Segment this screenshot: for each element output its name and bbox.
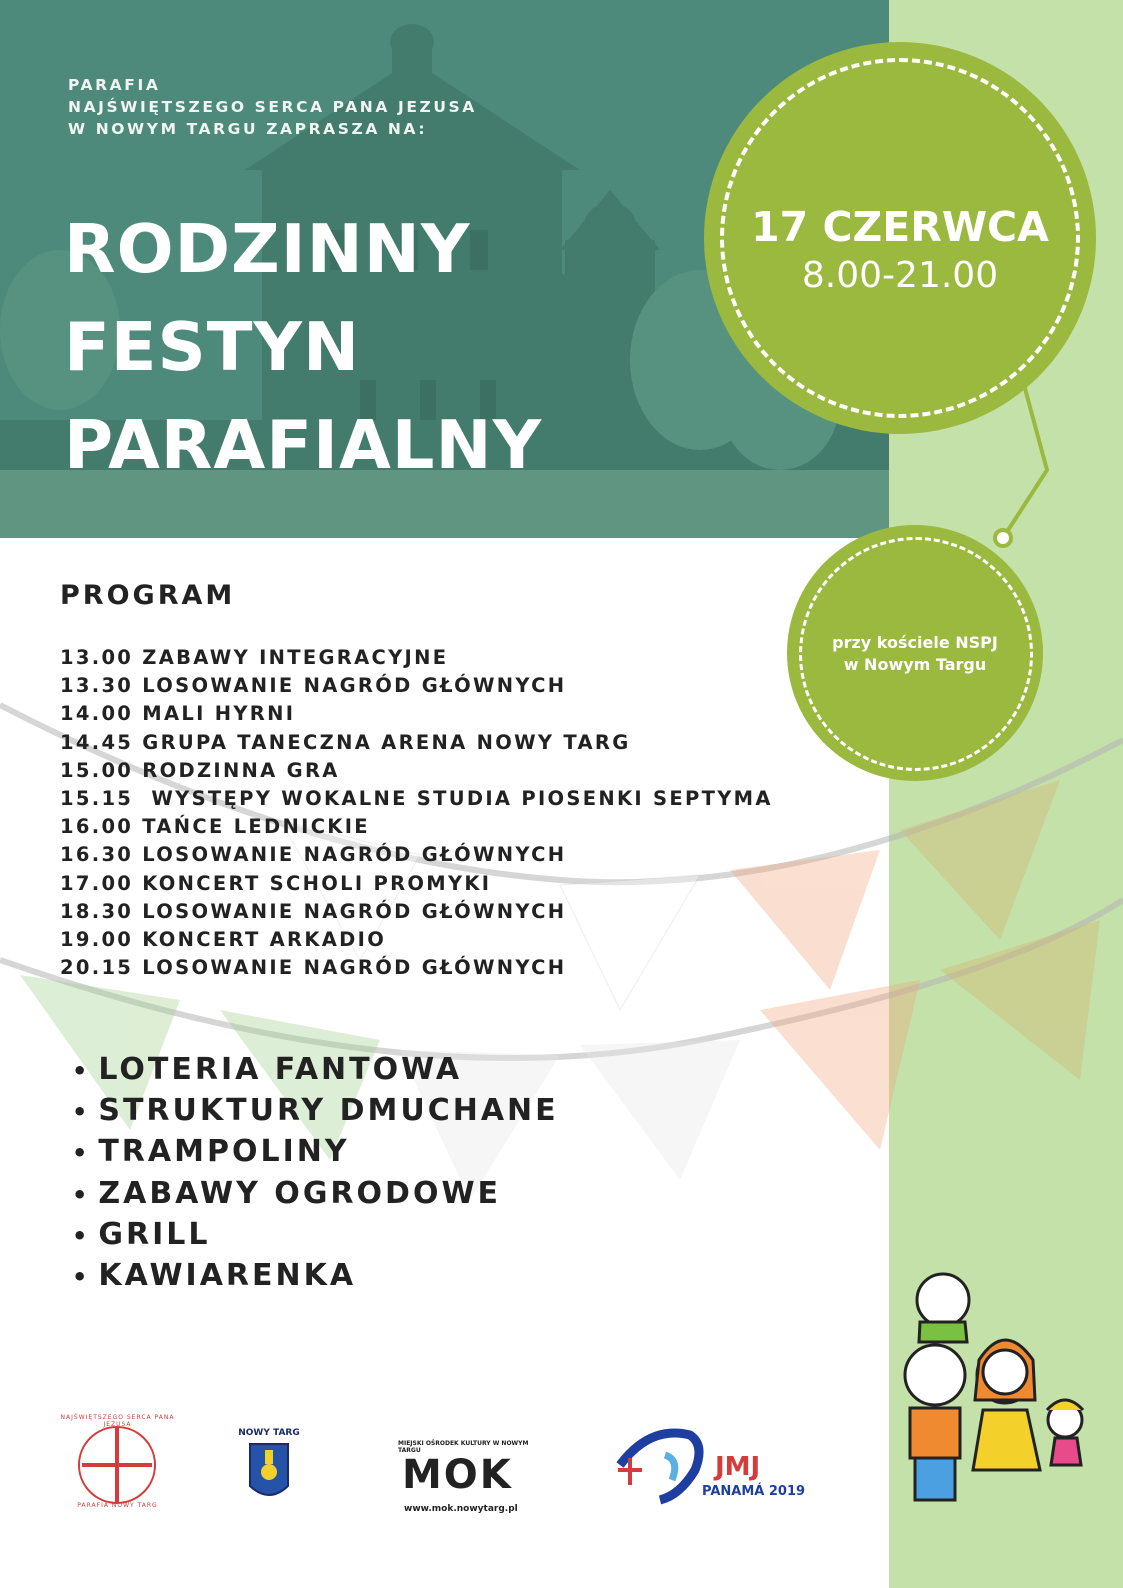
attraction-label: STRUKTURY DMUCHANE — [98, 1093, 559, 1129]
city-crest-icon — [248, 1442, 290, 1506]
attraction-label: TRAMPOLINY — [98, 1134, 350, 1170]
attraction-label: KAWIARENKA — [98, 1258, 357, 1294]
intro-line: PARAFIA — [68, 76, 161, 94]
attraction-item — [72, 1256, 559, 1297]
parish-logo-top-text: NAJŚWIĘTSZEGO SERCA PANA JEZUSA — [60, 1414, 175, 1428]
program-item: 13.30 LOSOWANIE NAGRÓD GŁÓWNYCH — [60, 674, 567, 698]
program-item: 15.00 RODZINNA GRA — [60, 758, 340, 782]
mok-logo-name: MOK — [402, 1452, 513, 1498]
program-item: 16.30 LOSOWANIE NAGRÓD GŁÓWNYCH — [60, 843, 567, 867]
event-location — [787, 632, 1043, 676]
attraction-label: ZABAWY OGRODOWE — [98, 1175, 502, 1211]
event-time: 8.00-21.00 — [801, 255, 999, 296]
attraction-label: GRILL — [98, 1216, 211, 1252]
program-item: 14.45 GRUPA TANECZNA ARENA NOWY TARG — [60, 730, 631, 754]
mok-logo-top-text: MIEJSKI OŚRODEK KULTURY W NOWYM TARGU — [398, 1440, 529, 1454]
family-illustration — [895, 1260, 1095, 1520]
intro-text — [68, 74, 477, 140]
event-date: 17 CZERWCA — [751, 203, 1049, 251]
program-item: 15.15 WYSTĘPY WOKALNE STUDIA PIOSENKI SEPTYMA — [60, 787, 773, 811]
parish-logo-bottom-text: PARAFIA NOWY TARG — [77, 1502, 158, 1509]
attraction-label: LOTERIA FANTOWA — [98, 1052, 463, 1087]
attraction-item — [72, 1050, 559, 1091]
program-list — [60, 644, 773, 982]
mok-logo-url: www.mok.nowytarg.pl — [404, 1504, 518, 1514]
program-item: 19.00 KONCERT ARKADIO — [60, 928, 387, 952]
attractions-list — [72, 1050, 559, 1297]
attraction-item — [72, 1215, 559, 1256]
program-item: 18.30 LOSOWANIE NAGRÓD GŁÓWNYCH — [60, 899, 567, 923]
location-line: w Nowym Targu — [843, 655, 987, 674]
jmj-logo-name: JMJ — [715, 1452, 761, 1482]
attraction-item — [72, 1091, 559, 1132]
program-item: 17.00 KONCERT SCHOLI PROMYKI — [60, 871, 492, 895]
attraction-item — [72, 1132, 559, 1173]
title-line: RODZINNY — [64, 210, 471, 288]
city-logo-label: NOWY TARG — [238, 1428, 300, 1438]
program-item: 16.00 TAŃCE LEDNICKIE — [60, 815, 370, 839]
jmj-logo-sub: PANAMÁ 2019 — [702, 1484, 806, 1499]
program-item: 20.15 LOSOWANIE NAGRÓD GŁÓWNYCH — [60, 956, 567, 980]
intro-line: W NOWYM TARGU ZAPRASZA NA: — [68, 120, 428, 138]
title-line: PARAFIALNY — [64, 406, 543, 484]
event-title — [64, 200, 542, 494]
program-item: 14.00 MALI HYRNI — [60, 702, 296, 726]
attraction-item — [72, 1174, 559, 1215]
program-item: 13.00 ZABAWY INTEGRACYJNE — [60, 646, 449, 669]
title-line: FESTYN — [64, 308, 361, 386]
location-line: przy kościele NSPJ — [832, 633, 998, 652]
intro-line: NAJŚWIĘTSZEGO SERCA PANA JEZUSA — [68, 98, 477, 116]
program-heading: PROGRAM — [60, 580, 236, 611]
